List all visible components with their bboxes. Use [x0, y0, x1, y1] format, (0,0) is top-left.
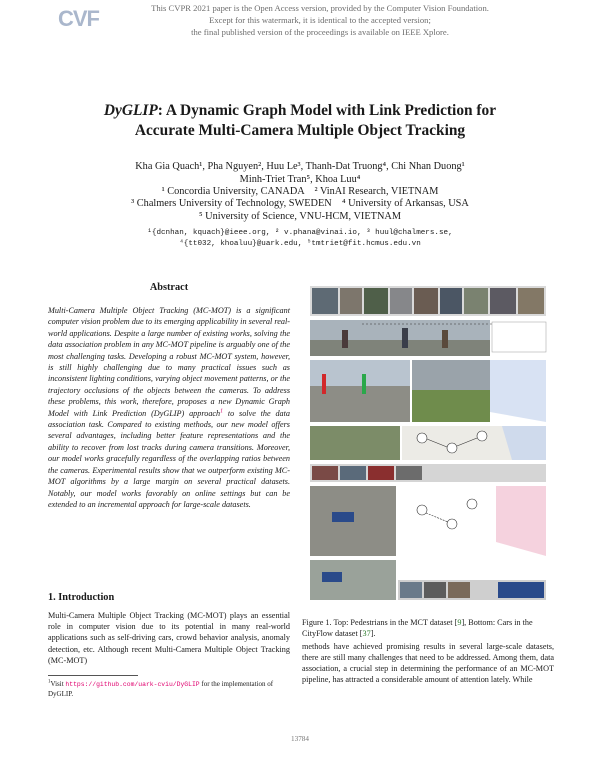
authors-line-2: Minh-Triet Tran⁵, Khoa Luu⁴	[239, 174, 361, 185]
bottom-thumb-2	[424, 582, 446, 598]
title-acronym: DyGLIP	[103, 102, 158, 119]
footnote	[48, 680, 290, 699]
emails-line-1: ¹{dcnhan, kquach}@ieee.org, ² v.phana@vinai.io, ³ huul@chalmers.se,	[147, 229, 453, 237]
pedestrian-1	[342, 330, 348, 348]
abstract-body	[48, 305, 290, 510]
paper-title	[60, 101, 540, 141]
author-emails	[60, 228, 540, 250]
pedestrian-3	[442, 330, 448, 348]
caption-end: ].	[370, 629, 376, 639]
cvf-logo: CVF	[58, 6, 99, 31]
caption-mid: ], Bottom: Cars in the CityFlow dataset [	[302, 618, 533, 639]
affiliation-line-1: ¹ Concordia University, CANADA ² VinAI Research, VIETNAM	[161, 186, 439, 197]
footnote-mark: 1	[48, 679, 51, 685]
affiliation-line-3: ⁵ University of Science, VNU-HCM, VIETNAM	[199, 210, 401, 222]
thumb-5	[414, 288, 438, 314]
thumb-2	[340, 288, 362, 314]
title-line-1: : A Dynamic Graph Model with Link Prediction for	[157, 102, 497, 119]
park-scene-bg	[310, 426, 400, 460]
right-column-body: methods have achieved promising results in several large-scale datasets, there are still many challenges that need to be addressed. Among them, data association, a crucial step in determining the performance of an MC-MOT pipeline, has attracted a considerable amount of attention lately. While	[302, 642, 554, 685]
cityflow-node-2	[447, 519, 457, 529]
car-thumb-1	[312, 466, 338, 480]
bottom-blue-car	[498, 582, 544, 598]
car-thumb-4	[396, 466, 422, 480]
introduction-heading: 1. Introduction	[48, 592, 115, 603]
car-thumb-2	[340, 466, 366, 480]
mct-street-scene	[310, 360, 546, 422]
red-bbox-1	[322, 374, 326, 394]
cityflow-section	[310, 464, 546, 600]
pink-band	[496, 486, 546, 556]
open-access-watermark	[120, 2, 520, 38]
blue-band-top	[490, 360, 546, 422]
affiliations	[60, 186, 540, 223]
caption-prefix: Figure 1. Top: Pedestrians in the MCT dataset [	[302, 618, 458, 627]
thumb-7	[464, 288, 488, 314]
thumb-9	[518, 288, 544, 314]
thumb-6	[440, 288, 462, 314]
thumb-4	[390, 288, 412, 314]
blue-car-2	[322, 572, 342, 582]
cityflow-node-3	[467, 499, 477, 509]
thumb-3	[364, 288, 388, 314]
green-bbox-1	[362, 374, 366, 394]
figure-1	[302, 282, 554, 612]
blue-car-1	[332, 512, 354, 522]
citation-37[interactable]: 37	[362, 629, 371, 639]
mct-park-scene	[310, 426, 546, 460]
thumb-1	[312, 288, 338, 314]
watermark-line-1: This CVPR 2021 paper is the Open Access version, provided by the Computer Vision Foundation.	[151, 3, 489, 13]
graph-node-1	[417, 433, 427, 443]
bottom-thumb-3	[448, 582, 470, 598]
abstract-footnote-mark[interactable]: 1	[220, 407, 224, 414]
graph-panel	[492, 322, 546, 352]
footnote-divider	[48, 675, 138, 676]
grass-area	[412, 390, 490, 422]
pedestrian-thumbnail-strip	[310, 286, 546, 316]
introduction-body: Multi-Camera Multiple Object Tracking (MC-MOT) plays an essential role in computer vision due to its potential in many real-world applications such as self-driving cars, crowd behavior analysis, anomaly detection, etc. Although recent Multi-Camera Multiple Object Tracking (MC-MOT)	[48, 611, 290, 665]
page-number: 13784	[291, 735, 309, 743]
car-thumb-3	[368, 466, 394, 480]
camera-top-ground	[310, 340, 490, 356]
mct-camera-view-top	[310, 320, 546, 356]
abstract-heading: Abstract	[149, 282, 189, 293]
bottom-thumb-1	[400, 582, 422, 598]
abstract-text-2: to solve the data association task. Compared to existing methods, our new model offers several advantages, including better feature representations and the ability to recover from lost tracks during camera transitions. Moreover, our model works gracefully regardless of the overlapping ratios between the cameras. Experimental results show that we outperform existing MC-MOT algorithms by a large margin on several practical datasets. Notably, our model works favorably on online settings but can be extended to an incremental approach for large-scale datasets.	[48, 408, 291, 509]
author-list	[60, 160, 540, 186]
title-line-2: Accurate Multi-Camera Multiple Object Tracking	[134, 122, 466, 139]
footnote-prefix: Visit	[50, 680, 66, 688]
thumb-8	[490, 288, 516, 314]
figure-1-caption	[302, 617, 554, 639]
graph-node-3	[477, 431, 487, 441]
watermark-line-3: the final published version of the proceedings is available on IEEE Xplore.	[191, 27, 449, 37]
emails-line-2: ⁴{tt032, khoaluu}@uark.edu, ⁵tmtriet@fit.hcmus.edu.vn	[179, 240, 421, 248]
abstract-text-1: Multi-Camera Multiple Object Tracking (MC-MOT) is a significant computer vision problem due to its emerging applicability in several real-world applications. Despite a large number of existing works, solving the data association problem in any MC-MOT pipeline is arguably one of the most challenging tasks. Developing a robust MC-MOT system, however, is still highly challenging due to many practical issues such as inconsistent lighting conditions, varying object movement patterns, or the trajectory occlusions of the objects between the cameras. To address these problems, this work, therefore, proposes a new Dynamic Graph Model with Link Prediction (DyGLIP) approach	[48, 306, 290, 418]
watermark-line-2: Except for this watermark, it is identical to the accepted version;	[209, 15, 431, 25]
cityflow-node-1	[417, 505, 427, 515]
citation-9[interactable]: 9	[457, 618, 462, 627]
pedestrian-2	[402, 328, 408, 348]
graph-node-2	[447, 443, 457, 453]
footnote-suffix: for the implementation of DyGLIP.	[48, 680, 274, 698]
authors-line-1: Kha Gia Quach¹, Pha Nguyen², Huu Le³, Thanh-Dat Truong⁴, Chi Nhan Duong¹	[135, 161, 465, 172]
affiliation-line-2: ³ Chalmers University of Technology, SWEDEN ⁴ University of Arkansas, USA	[131, 198, 469, 210]
github-link[interactable]: https://github.com/uark-cviu/DyGLIP	[65, 681, 200, 688]
